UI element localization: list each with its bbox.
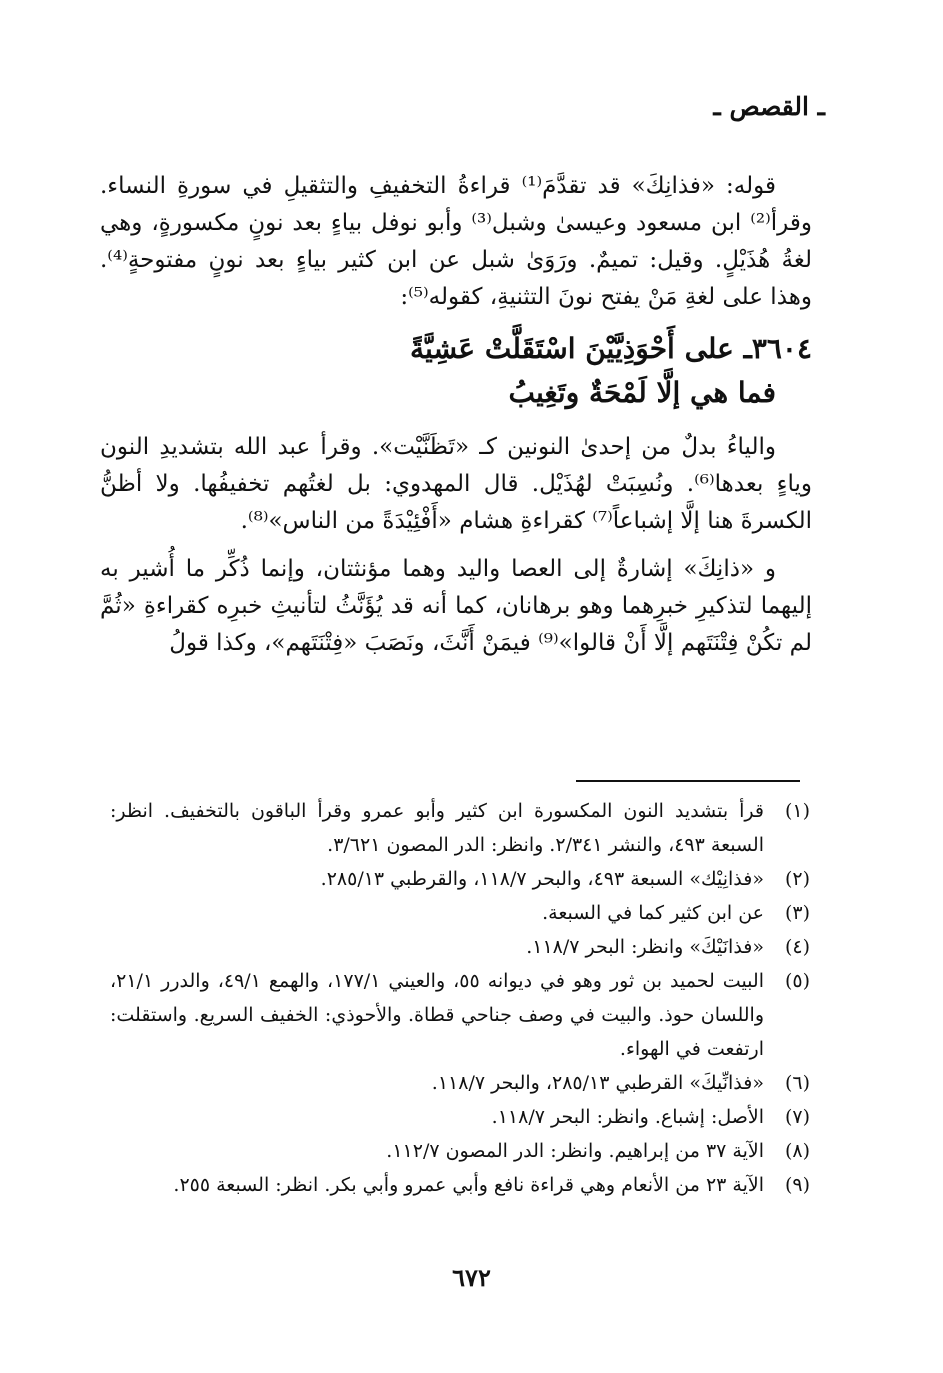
footnote [110, 1134, 810, 1168]
footnotes [110, 794, 810, 1202]
footnote [110, 794, 810, 862]
main-text [100, 168, 812, 673]
footnote-divider [576, 780, 800, 782]
footnote-text: قرأ بتشديد النون المكسورة ابن كثير وأبو عمرو وقرأ الباقون بالتخفيف. انظر: السبعة ٤٩٣، والنشر ٢/٣٤١. وانظر: الدر المصون ٣/٦٢١. [110, 800, 764, 856]
footnote-number: (٨) [784, 1140, 810, 1162]
footnote-number: (١) [784, 800, 810, 822]
paragraph-2: والياءُ بدلٌ من إحدىٰ النونين كـ «تَظَنَّيْت». وقرأ عبد الله بتشديدِ النون وياءٍ بعدها⁽⁶⁾. ونُسِبَتْ لهُذَيْل. قال المهدوي: بل لغتُهم تخفيفُها. ولا أظنُّ الكسرةَ هنا إلَّا إشباعاً⁽⁷⁾ كقراءةِ هشام «أَفْئِيْدَةً من الناس»⁽⁸⁾. [100, 434, 812, 534]
footnote [110, 1066, 810, 1100]
footnote [110, 896, 810, 930]
footnote-text: «فذانِّيكَ» القرطبي ٢٨٥/١٣، والبحر ١١٨/٧. [431, 1072, 764, 1094]
footnote-text: «فذانَيْكَ» وانظر: البحر ١١٨/٧. [526, 936, 764, 958]
footnote-text: عن ابن كثير كما في السبعة. [542, 902, 764, 924]
footnote-number: (٥) [784, 970, 810, 992]
poem-line-1: ٣٦٠٤ـ على أَحْوَذِيَّيْنَ اسْتَقَلَّتْ عَشِيَّةً [409, 332, 812, 365]
footnote-text: الآية ٣٧ من إبراهيم. وانظر: الدر المصون ١١٢/٧. [386, 1140, 764, 1162]
footnote [110, 1100, 810, 1134]
footnote-number: (٩) [784, 1174, 810, 1196]
footnote-number: (٢) [784, 868, 810, 890]
running-header: ـ القصص ـ [713, 92, 825, 121]
footnote-number: (٤) [784, 936, 810, 958]
footnote-number: (٦) [784, 1072, 810, 1094]
footnote [110, 862, 810, 896]
footnote-number: (٧) [784, 1106, 810, 1128]
poem-verse [100, 327, 812, 415]
poem-line-2: فما هي إلَّا لَمْحَةٌ وتَغِيبُ [508, 376, 776, 409]
paragraph-3: و «ذانِكَ» إشارةٌ إلى العصا واليد وهما مؤنثتان، وإنما ذُكِّر ما أُشير به إليهما لتذكيرِ خبرِهما وهو برهانان، كما أنه قد يُؤَنَّثُ لتأنيثِ خبرِه كقراءةِ «ثُمَّ لم تكُنْ فِتْنَتَهم إلَّا أَنْ قالوا»⁽⁹⁾ فيمَنْ أَنَّثَ، ونَصَبَ «فِتْنَتَهم»، وكذا قولُ [100, 556, 812, 656]
footnote-number: (٣) [784, 902, 810, 924]
footnote-text: الأصل: إشباع. وانظر: البحر ١١٨/٧. [491, 1106, 764, 1128]
footnote-text: الآية ٢٣ من الأنعام وهي قراءة نافع وأبي عمرو وأبي بكر. انظر: السبعة ٢٥٥. [173, 1174, 764, 1196]
footnote-text: «فذانِيْك» السبعة ٤٩٣، والبحر ١١٨/٧، والقرطبي ٢٨٥/١٣. [320, 868, 764, 890]
footnote [110, 1168, 810, 1202]
paragraph-1: قوله: «فذانِكَ» قد تقدَّمَ⁽¹⁾ قراءةُ التخفيفِ والتثقيلِ في سورةِ النساء. وقرأ⁽²⁾ ابن مسعود وعيسىٰ وشبل⁽³⁾ وأبو نوفل بياءٍ بعد نونٍ مكسورةٍ، وهي لغةُ هُذَيْلٍ. وقيل: تميمٌ. ورَوَىٰ شبل عن ابن كثير بياءٍ بعد نونٍ مفتوحةٍ⁽⁴⁾. وهذا على لغةِ مَنْ يفتح نونَ التثنيةِ، كقوله⁽⁵⁾: [100, 173, 812, 310]
footnote [110, 930, 810, 964]
page-number: ٦٧٢ [452, 1263, 491, 1292]
footnote [110, 964, 810, 1066]
footnote-text: البيت لحميد بن ثور وهو في ديوانه ٥٥، والعيني ١٧٧/١، والهمع ٤٩/١، والدرر ٢١/١، واللسان حوذ. والبيت في وصف جناحي قطاة. والأحوذي: الخفيف السريع. واستقلت: ارتفعت في الهواء. [110, 970, 764, 1060]
